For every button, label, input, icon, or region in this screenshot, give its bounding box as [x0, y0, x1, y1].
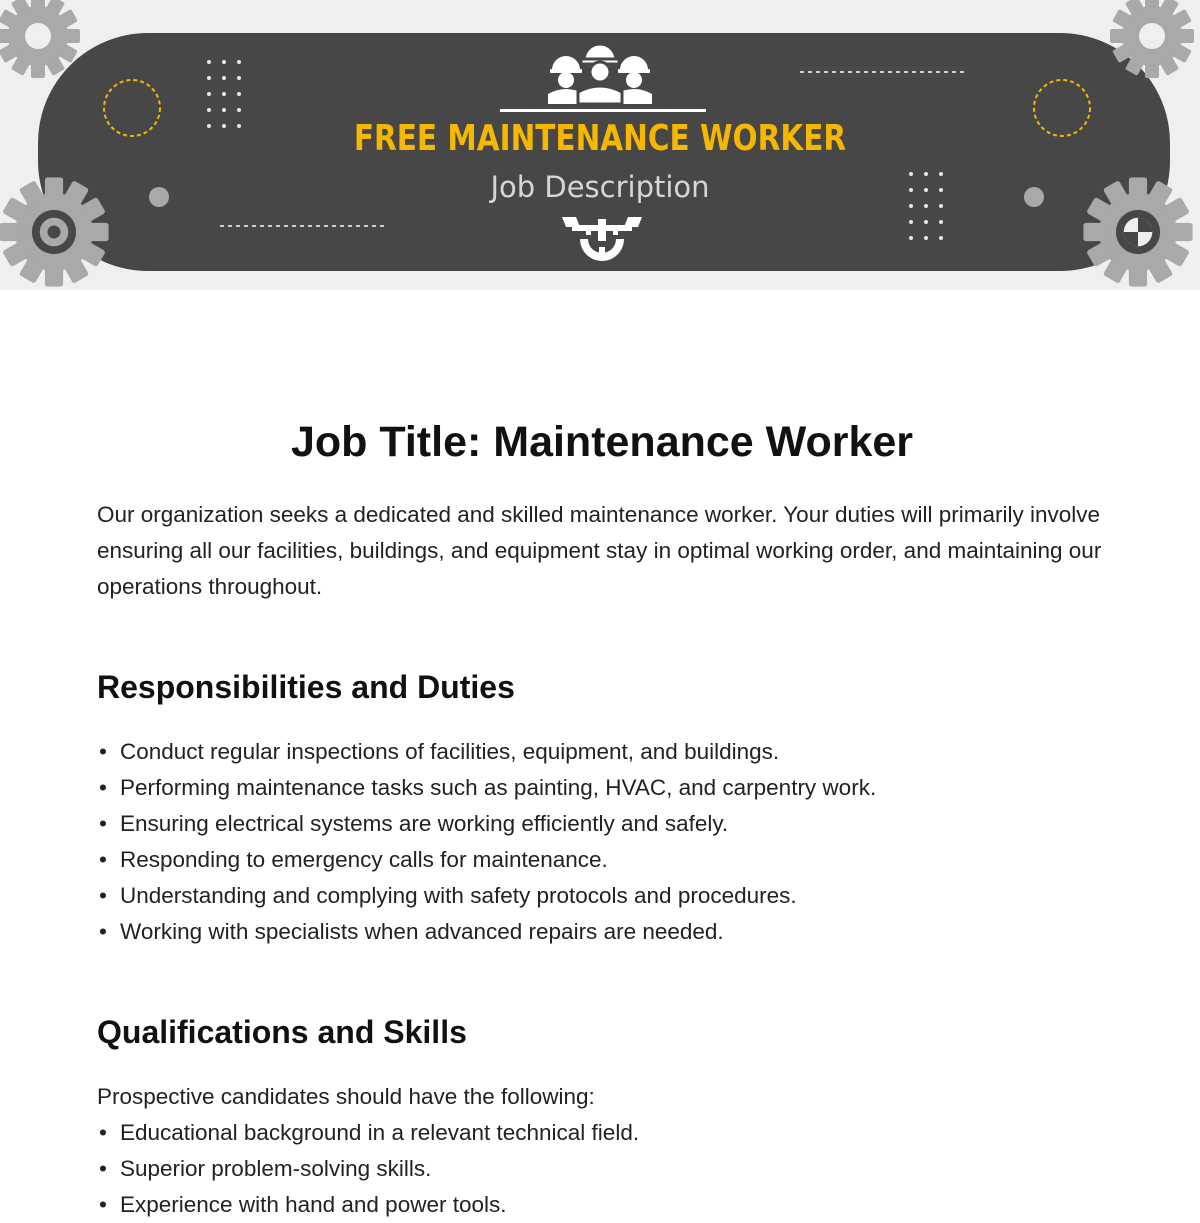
qualifications-list [97, 1115, 1107, 1223]
list-item: • Conduct regular inspections of facilities, equipment, and buildings. [97, 734, 1107, 770]
list-item: • Ensuring electrical systems are working efficiently and safely. [97, 806, 1107, 842]
list-item: • Superior problem-solving skills. [97, 1151, 1107, 1187]
responsibilities-list [97, 734, 1107, 950]
responsibilities-heading: Responsibilities and Duties [97, 669, 515, 705]
qualifications-heading: Qualifications and Skills [97, 1014, 467, 1050]
job-title: Job Title: Maintenance Worker [290, 418, 914, 466]
banner-subtitle: Job Description [490, 170, 710, 204]
list-item: • Responding to emergency calls for maintenance. [97, 842, 1107, 878]
header-banner [0, 0, 1200, 290]
intro-paragraph: Our organization seeks a dedicated and skilled maintenance worker. Your duties will primarily involve ensuring all our facilities, buildings, and equipment stay in optimal working order, and maintaining our operations throughout. [97, 502, 1102, 599]
list-item: • Working with specialists when advanced repairs are needed. [97, 914, 1107, 950]
list-item: • Experience with hand and power tools. [97, 1187, 1107, 1223]
gear-icon [0, 0, 80, 78]
qualifications-lead: Prospective candidates should have the following: [97, 1084, 595, 1109]
list-item: • Performing maintenance tasks such as painting, HVAC, and carpentry work. [97, 770, 1107, 806]
job-description-body [97, 418, 1107, 1223]
banner-title: FREE MAINTENANCE WORKER [353, 118, 847, 159]
list-item: • Educational background in a relevant technical field. [97, 1115, 1107, 1151]
list-item: • Understanding and complying with safety protocols and procedures. [97, 878, 1107, 914]
